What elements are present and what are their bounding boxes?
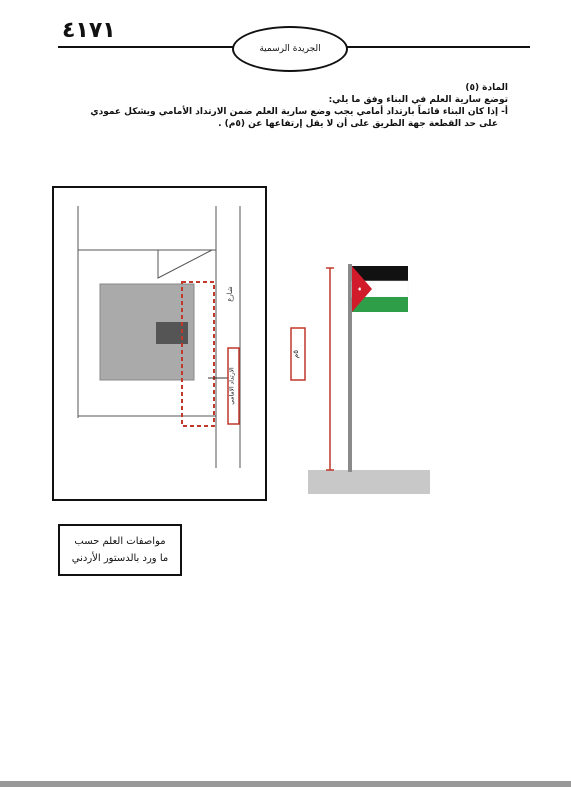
spec-line2: ما ورد بالدستور الأردني [71,553,169,564]
gazette-title-oval [232,26,348,72]
footer-bar [0,781,571,787]
spec-line1: مواصفات العلم حسب [74,536,166,547]
article-intro: توضع سارية العلم في البناء وفق ما يلي: [328,95,508,105]
flag-pole-figure [290,250,440,500]
ground-base [308,470,430,494]
clause-a-line2: على حد القطعة جهة الطريق على أن لا يقل إرتفاعها عن (٥م) . [218,119,498,129]
site-plan-drawing [54,188,265,499]
triangle-mark [158,250,212,278]
page-number: ٤١٧١ [62,18,116,43]
clause-a-line1: أ- إذا كان البناء قائماً بارتداد أمامي يجب وضع سارية العلم ضمن الارتداد الأمامي ويشكل عمودي [90,107,508,117]
street-label: شارع [226,286,234,302]
gazette-title: الجريدة الرسمية [259,44,321,54]
article-title: المادة (٥) [465,83,508,93]
flag-drawing [290,250,440,500]
article-text [60,82,508,130]
building-door [156,322,188,344]
flag-spec-box [58,524,182,576]
setback-label: الارتداد الامامي [228,367,236,405]
flag-pole [348,264,352,472]
site-plan-diagram [52,186,267,501]
height-label: ٥م [292,349,300,359]
